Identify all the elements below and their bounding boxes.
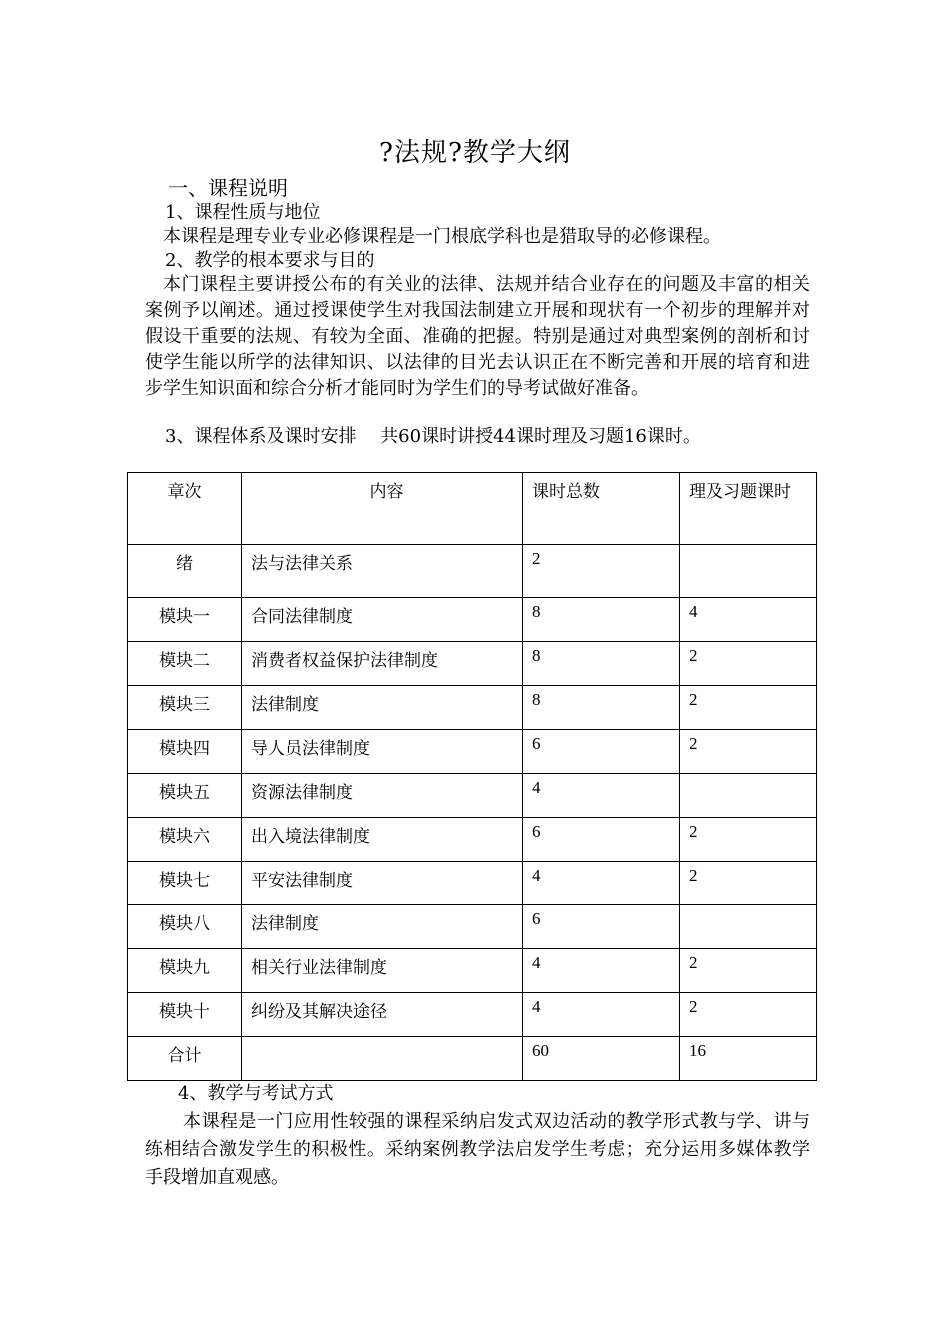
cell-total: 60 — [523, 1037, 680, 1081]
cell-practice: 2 — [680, 993, 817, 1037]
cell-content: 资源法律制度 — [242, 774, 523, 818]
cell-chapter: 模块七 — [128, 862, 242, 905]
table-row — [128, 862, 817, 905]
cell-total: 8 — [523, 686, 680, 730]
table-row — [128, 905, 817, 949]
cell-total: 8 — [523, 598, 680, 642]
cell-chapter: 模块五 — [128, 774, 242, 818]
table-row — [128, 818, 817, 862]
cell-practice: 2 — [680, 730, 817, 774]
table-row — [128, 686, 817, 730]
table-row — [128, 545, 817, 598]
cell-total: 6 — [523, 905, 680, 949]
cell-chapter: 合计 — [128, 1037, 242, 1081]
cell-content: 纠纷及其解决途径 — [242, 993, 523, 1037]
cell-content: 导人员法律制度 — [242, 730, 523, 774]
table-row — [128, 774, 817, 818]
cell-chapter: 模块四 — [128, 730, 242, 774]
cell-practice — [680, 905, 817, 949]
table-row — [128, 993, 817, 1037]
paragraph-course-nature: 本课程是理专业专业必修课程是一门根底学科也是猎取导的必修课程。 — [163, 226, 721, 247]
cell-total: 6 — [523, 818, 680, 862]
header-content: 内容 — [242, 473, 523, 545]
cell-practice: 2 — [680, 686, 817, 730]
cell-chapter: 模块十 — [128, 993, 242, 1037]
header-total-hours: 课时总数 — [523, 473, 680, 545]
cell-practice: 2 — [680, 862, 817, 905]
cell-chapter: 模块一 — [128, 598, 242, 642]
cell-practice: 4 — [680, 598, 817, 642]
subheading-teaching-requirements: 2、教学的根本要求与目的 — [165, 250, 375, 271]
cell-total: 4 — [523, 774, 680, 818]
cell-content: 消费者权益保护法律制度 — [242, 642, 523, 686]
cell-practice: 16 — [680, 1037, 817, 1081]
table-row — [128, 949, 817, 993]
cell-content: 法与法律关系 — [242, 545, 523, 598]
cell-content: 法律制度 — [242, 905, 523, 949]
table-row — [128, 598, 817, 642]
course-hours-table — [127, 472, 817, 1081]
cell-chapter: 模块八 — [128, 905, 242, 949]
cell-chapter: 模块三 — [128, 686, 242, 730]
cell-content: 相关行业法律制度 — [242, 949, 523, 993]
header-chapter: 章次 — [128, 473, 242, 545]
cell-content: 出入境法律制度 — [242, 818, 523, 862]
cell-content — [242, 1037, 523, 1081]
cell-practice: 2 — [680, 642, 817, 686]
cell-total: 4 — [523, 949, 680, 993]
cell-total: 8 — [523, 642, 680, 686]
table-row — [128, 642, 817, 686]
section-heading-course-description: 一、课程说明 — [168, 176, 288, 200]
document-title: ?法规?教学大纲 — [379, 138, 571, 168]
cell-content: 法律制度 — [242, 686, 523, 730]
cell-practice — [680, 774, 817, 818]
cell-practice — [680, 545, 817, 598]
cell-total: 4 — [523, 993, 680, 1037]
table-header-row — [128, 473, 817, 545]
cell-practice: 2 — [680, 818, 817, 862]
table-row — [128, 730, 817, 774]
cell-content: 平安法律制度 — [242, 862, 523, 905]
cell-practice: 2 — [680, 949, 817, 993]
cell-content: 合同法律制度 — [242, 598, 523, 642]
header-practice-hours: 理及习题课时 — [680, 473, 817, 545]
paragraph-teaching-requirements: 本门课程主要讲授公布的有关业的法律、法规并结合业存在的问题及丰富的相关案例予以阐述。通过授课使学生对我国法制建立开展和现状有一个初步的理解并对假设干重要的法规、有较为全面、准确的把握。特别是通过对典型案例的剖析和讨使学生能以所学的法律知识、以法律的目光去认识正在不断完善和开展的培育和进步学生知识面和综合分析才能同时为学生们的导考试做好准备。 — [145, 274, 810, 399]
cell-total: 6 — [523, 730, 680, 774]
cell-total: 2 — [523, 545, 680, 598]
subheading-course-schedule: 3、课程体系及课时安排 共60课时讲授44课时理及习题16课时。 — [165, 426, 701, 447]
subheading-teaching-exam-method: 4、教学与考试方式 — [178, 1083, 334, 1104]
paragraph-teaching-exam-method: 本课程是一门应用性较强的课程采纳启发式双边活动的教学形式教与学、讲与练相结合激发学生的积极性。采纳案例教学法启发学生考虑；充分运用多媒体教学手段增加直观感。 — [145, 1111, 810, 1188]
cell-chapter: 模块六 — [128, 818, 242, 862]
subheading-course-nature: 1、课程性质与地位 — [165, 202, 321, 223]
cell-chapter: 绪 — [128, 545, 242, 598]
cell-chapter: 模块二 — [128, 642, 242, 686]
cell-total: 4 — [523, 862, 680, 905]
table-total-row — [128, 1037, 817, 1081]
cell-chapter: 模块九 — [128, 949, 242, 993]
